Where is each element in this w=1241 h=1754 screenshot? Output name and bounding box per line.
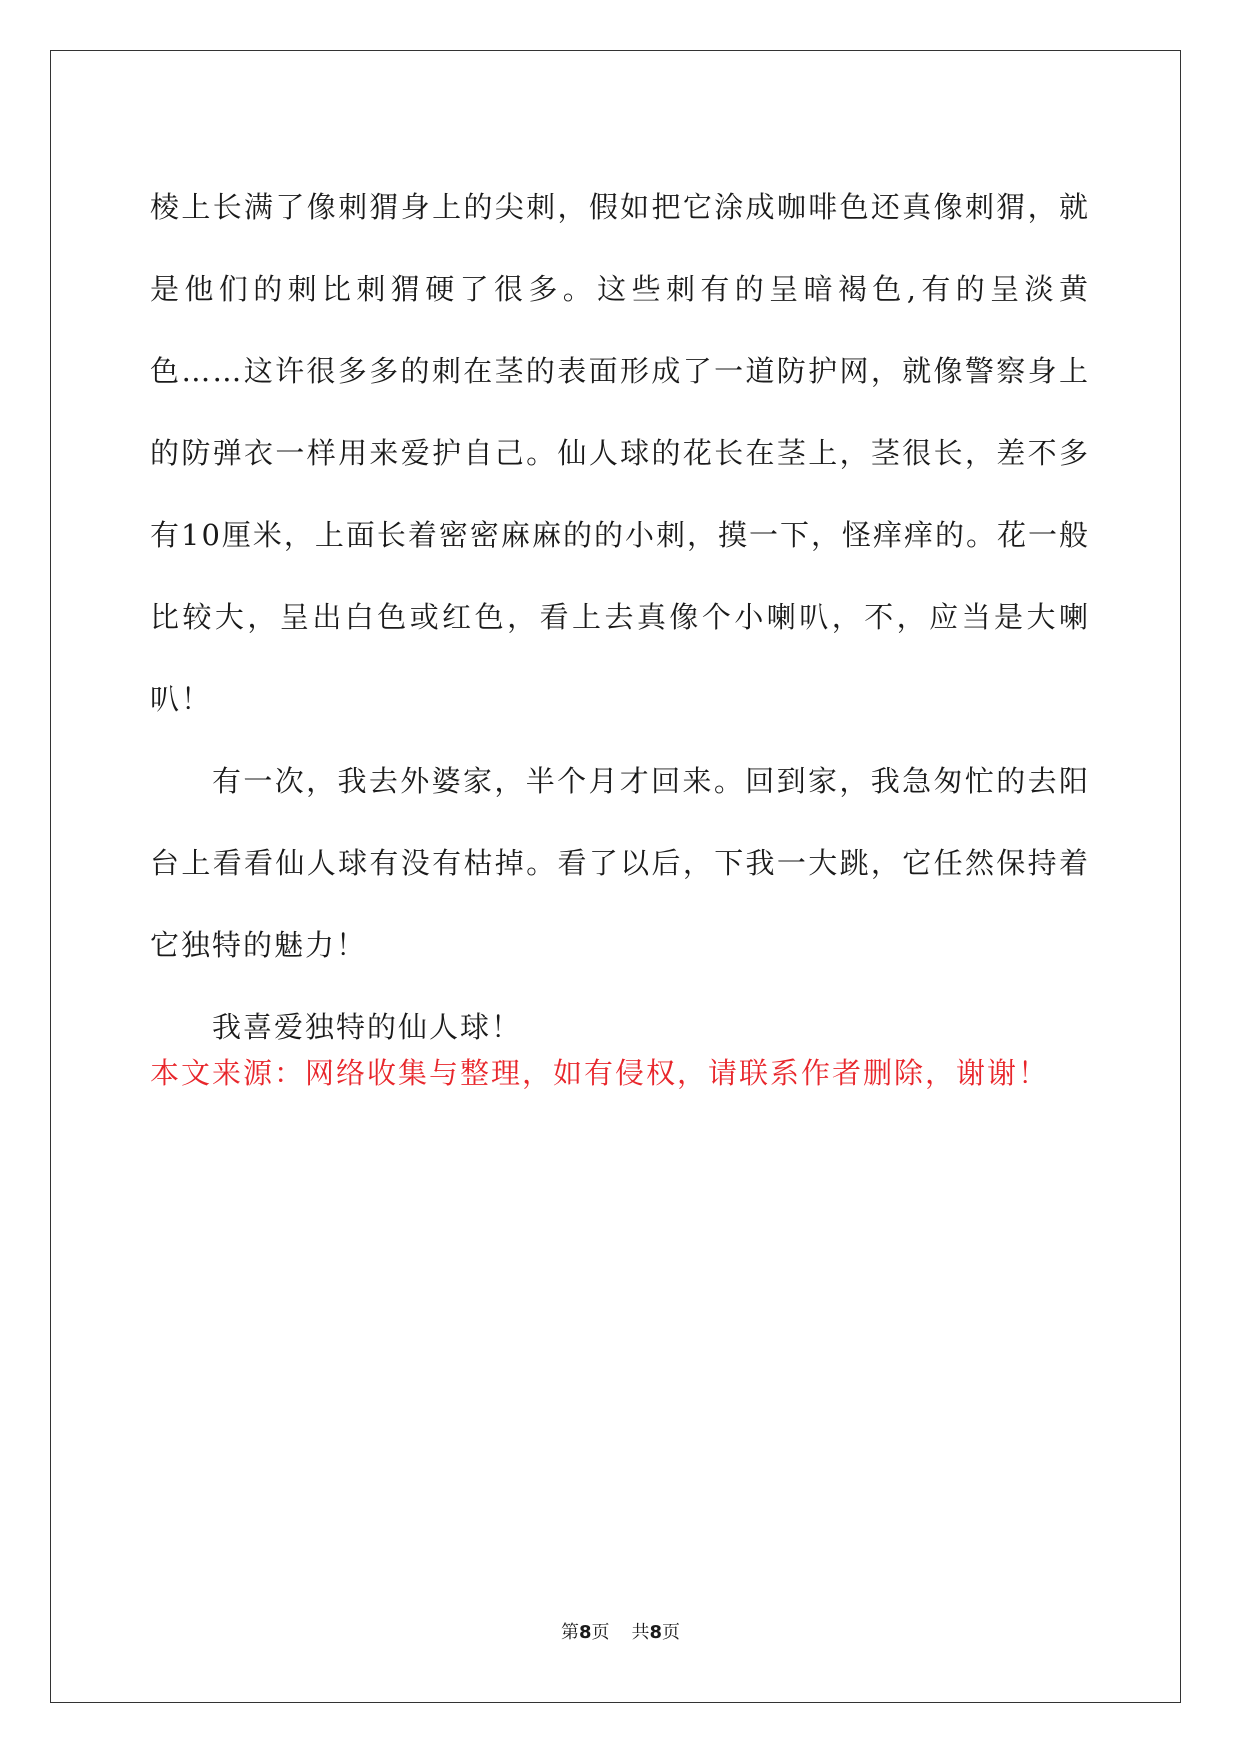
page-total: 8 xyxy=(649,1622,663,1643)
page-current: 8 xyxy=(578,1622,592,1643)
total-suffix: 页 xyxy=(662,1622,681,1643)
document-body xyxy=(150,166,1090,1068)
paragraph-continued: 棱上长满了像刺猬身上的尖刺，假如把它涂成咖啡色还真像刺猬，就是他们的刺比刺猬硬了很多。这些刺有的呈暗褐色,有的呈淡黄色……这许很多多的刺在茎的表面形成了一道防护网，就像警察身上的防弹衣一样用来爱护自己。仙人球的花长在茎上，茎很长，差不多有10厘米，上面长着密密麻麻的的小刺，摸一下，怪痒痒的。花一般比较大，呈出白色或红色，看上去真像个小喇叭，不，应当是大喇叭！ xyxy=(150,190,1090,716)
source-disclaimer: 本文来源：网络收集与整理，如有侵权，请联系作者删除，谢谢！ xyxy=(150,1056,1050,1090)
page-prefix: 第 xyxy=(560,1622,579,1643)
paragraph-visit: 有一次，我去外婆家，半个月才回来。回到家，我急匆忙的去阳台上看看仙人球有没有枯掉。看了以后，下我一大跳，它任然保持着它独特的魅力！ xyxy=(150,764,1090,962)
total-prefix: 共 xyxy=(631,1622,650,1643)
page-suffix: 页 xyxy=(591,1622,610,1643)
paragraph-closing: 我喜爱独特的仙人球！ xyxy=(212,1010,523,1044)
page-footer xyxy=(0,1618,1241,1644)
